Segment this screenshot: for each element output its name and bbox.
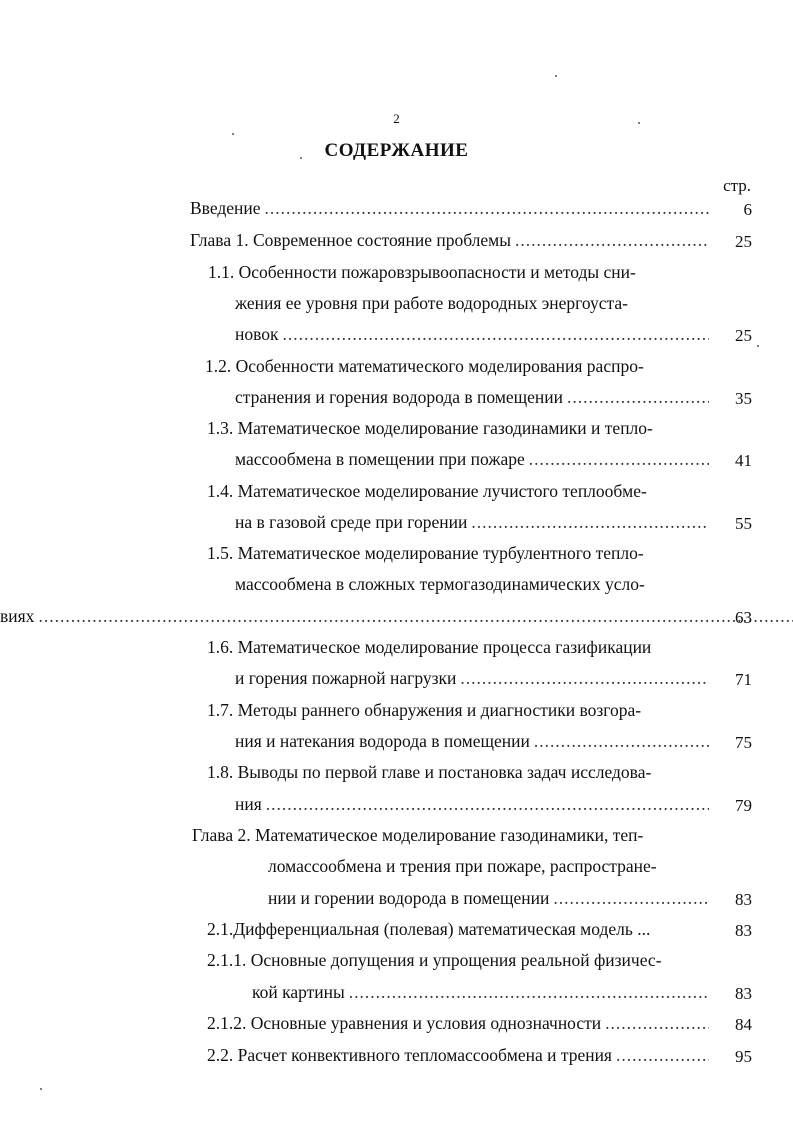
toc-line-text: 1.1. Особенности пожаровзрывоопасности и методы сни- [208,262,636,282]
toc-line [252,982,713,1012]
toc-line [207,637,651,667]
dot-leader [283,324,709,345]
toc-line-text: 1.8. Выводы по первой главе и постановка задач исследова- [207,762,652,782]
toc-line-text: ния [235,794,262,814]
toc-line-text: Глава 1. Современное состояние проблемы [190,230,511,250]
toc-line-text: на в газовой среде при горении [235,512,468,532]
toc-page-number: 25 [735,232,752,251]
toc-line [235,794,713,824]
toc-page-number: 79 [735,796,752,815]
scan-speck [638,122,640,124]
toc-line [207,481,647,511]
scan-speck [232,133,234,135]
toc-line [192,825,643,855]
scan-speck [40,1088,42,1090]
toc-line [235,449,713,479]
toc-line [0,606,793,636]
toc-line [207,950,662,980]
toc-line [205,356,644,386]
toc-page-number: 83 [735,921,752,940]
toc-line [235,512,713,542]
toc-line-text: 2.1.2. Основные уравнения и условия однозначности [207,1013,602,1033]
toc-line [235,387,713,417]
toc-line [207,543,644,573]
toc-line-text: Введение [190,198,261,218]
dot-leader [534,731,709,752]
toc-line [207,700,641,730]
dot-leader [553,888,709,909]
dot-leader [515,230,709,251]
toc-line [235,324,713,354]
toc-line-text: жения ее уровня при работе водородных энергоуста- [235,293,628,313]
toc-line [268,888,713,918]
toc-line [235,574,645,604]
toc-page-number: 83 [735,890,752,909]
toc-line-text: и горения пожарной нагрузки [235,668,457,688]
toc-line-text: 1.7. Методы раннего обнаружения и диагностики возгора- [207,700,642,720]
toc-line [235,668,713,698]
page-number: 2 [393,111,400,126]
toc-line-text: 2.1.1. Основные допущения и упрощения реальной физичес- [207,950,662,970]
toc-line [207,1045,713,1075]
toc-line-text: массообмена в сложных термогазодинамических усло- [235,574,645,594]
page-column-label: стр. [723,176,751,195]
toc-line-text: 2.1.Дифференциальная (полевая) математическая модель ... [207,919,651,939]
toc-page-number: 95 [735,1047,752,1066]
toc-page-number: 75 [735,733,752,752]
toc-line [235,731,713,761]
toc-line-text: массообмена в помещении при пожаре [235,449,525,469]
scan-speck [757,345,759,347]
toc-line [207,919,650,949]
toc-line [207,1013,713,1043]
toc-page-number: 35 [735,389,752,408]
toc-line [208,262,636,292]
toc-line-text: 1.3. Математическое моделирование газодинамики и тепло- [207,418,653,438]
toc-page-number: 41 [735,451,752,470]
dot-leader [266,794,709,815]
toc-line-text: кой картины [252,982,345,1002]
toc-line-text: странения и горения водорода в помещении [235,387,564,407]
toc-page-number: 55 [735,514,752,533]
toc-line [190,198,713,228]
toc-line-text: ния и натекания водорода в помещении [235,731,530,751]
dot-leader [460,668,709,689]
dot-leader [265,198,709,219]
toc-line-text: Глава 2. Математическое моделирование газодинамики, теп- [192,825,644,845]
dot-leader [616,1045,709,1066]
dot-leader [529,449,709,470]
toc-line [268,856,657,886]
toc-line-text: нии и горении водорода в помещении [268,888,550,908]
toc-line-text: 1.2. Особенности математического моделирования распро- [205,356,644,376]
scan-speck [555,75,557,77]
toc-page-number: 84 [735,1015,752,1034]
toc-line [207,418,653,448]
toc-line-text: ломассообмена и трения при пожаре, распростране- [268,856,657,876]
toc-line-text: 1.5. Математическое моделирование турбулентного тепло- [207,543,644,563]
dot-leader [567,387,709,408]
toc-line-text: виях [0,606,35,626]
toc-page-number: 25 [735,326,752,345]
toc-page-number: 71 [735,670,752,689]
scan-speck [300,157,302,159]
dot-leader [38,606,793,627]
page-title: СОДЕРЖАНИЕ [324,140,469,161]
toc-line [207,762,651,792]
toc-line [235,293,628,323]
toc-line [190,230,713,260]
toc-line-text: новок [235,324,279,344]
toc-line-text: 1.4. Математическое моделирование лучистого теплообме- [207,481,647,501]
toc-line-text: 2.2. Расчет конвективного тепломассообмена и трения [207,1045,612,1065]
dot-leader [471,512,709,533]
dot-leader [349,982,709,1003]
dot-leader [605,1013,709,1034]
toc-page-number: 6 [743,200,752,219]
toc-line-text: 1.6. Математическое моделирование процесса газификации [207,637,652,657]
toc-page-number: 83 [735,984,752,1003]
toc-page-number: 63 [735,608,752,627]
